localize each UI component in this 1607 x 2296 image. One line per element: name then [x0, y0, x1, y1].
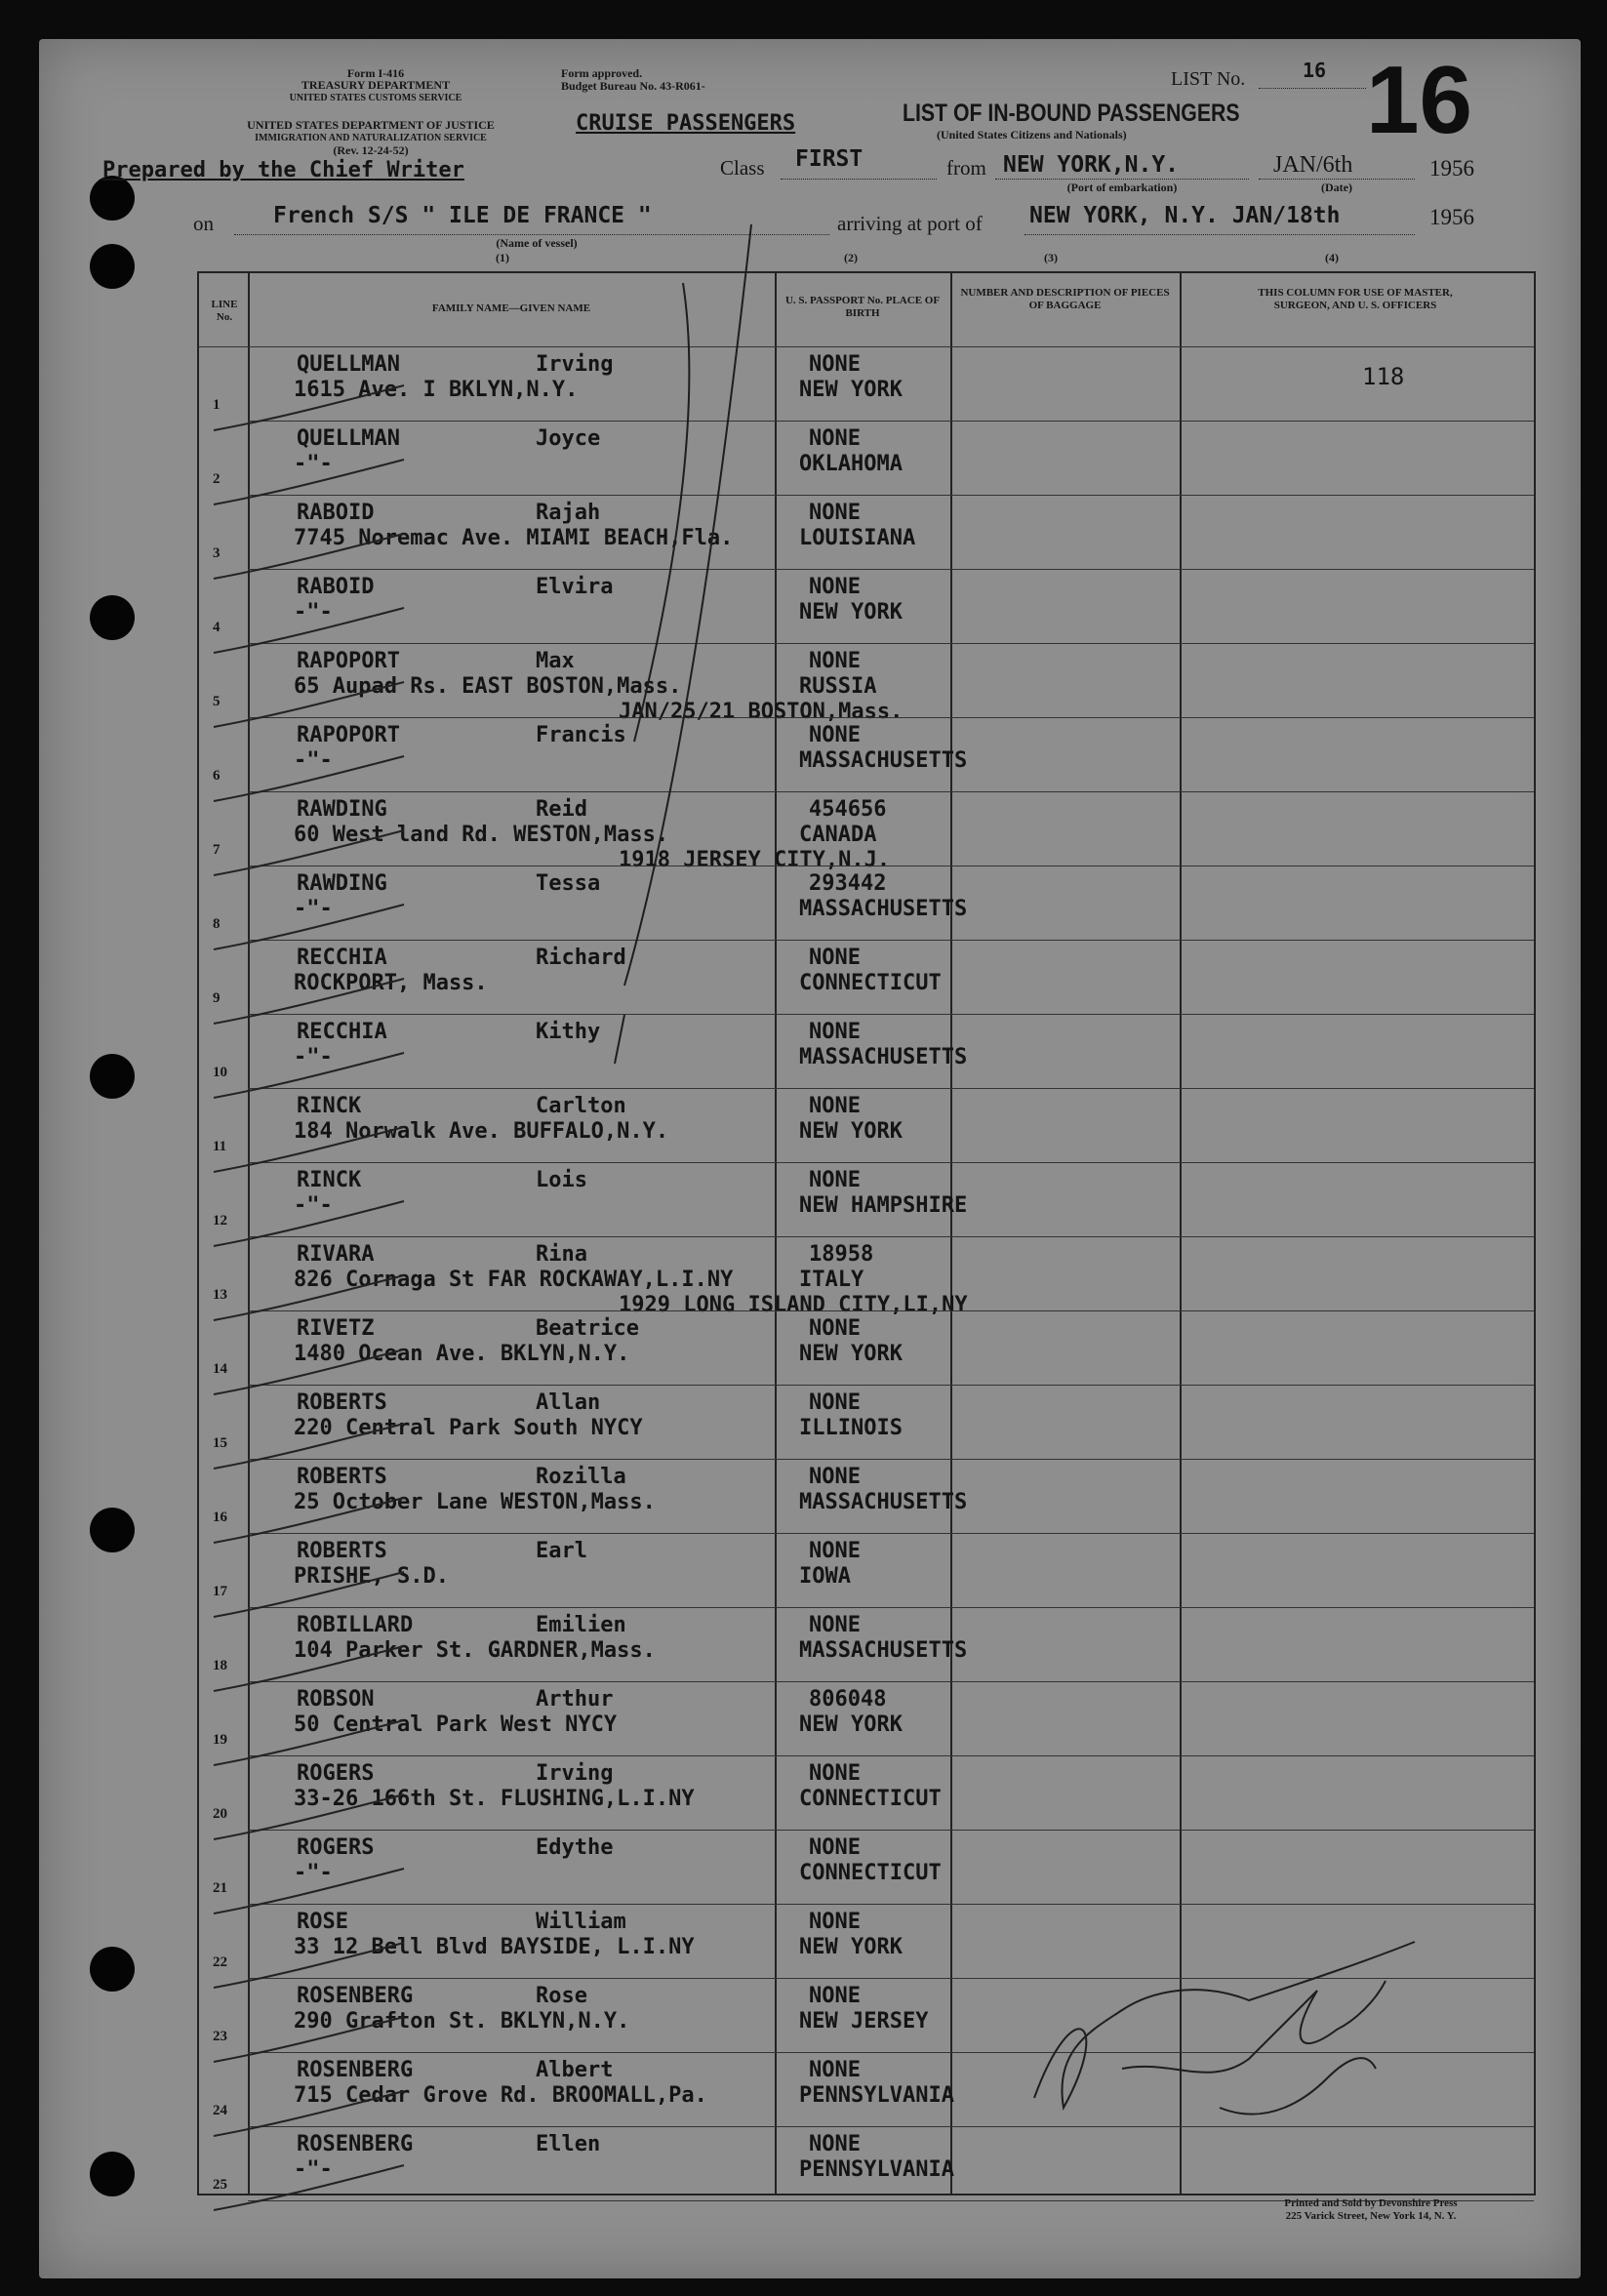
family-name: RINCK: [297, 1168, 362, 1192]
address: 184 Norwalk Ave. BUFFALO,N.Y.: [294, 1119, 669, 1144]
given-name: Max: [536, 649, 575, 673]
printer-address: 225 Varick Street, New York 14, N. Y.: [1285, 2210, 1457, 2222]
address: 33-26 166th St. FLUSHING,L.I.NY: [294, 1787, 695, 1811]
address: 65 Aupad Rs. EAST BOSTON,Mass.: [294, 674, 682, 699]
line-number: 2: [213, 471, 221, 487]
arrival-port: NEW YORK, N.Y. JAN/18th: [1029, 203, 1341, 228]
passport-number: NONE: [809, 1613, 861, 1637]
header-name: FAMILY NAME—GIVEN NAME: [431, 302, 591, 314]
justice-department: UNITED STATES DEPARTMENT OF JUSTICE: [247, 118, 495, 132]
family-name: ROSENBERG: [297, 2132, 414, 2156]
customs-service: UNITED STATES CUSTOMS SERVICE: [289, 93, 462, 103]
given-name: Irving: [536, 1761, 614, 1786]
passport-number: NONE: [809, 1094, 861, 1118]
family-name: RIVETZ: [297, 1316, 375, 1341]
line-number: 12: [213, 1213, 227, 1229]
family-name: ROGERS: [297, 1761, 375, 1786]
line-number: 19: [213, 1732, 227, 1748]
address: ROCKPORT, Mass.: [294, 971, 488, 995]
from-value: NEW YORK,N.Y.: [1003, 152, 1180, 178]
family-name: ROBILLARD: [297, 1613, 414, 1637]
place-of-birth: NEW JERSEY: [799, 2009, 929, 2034]
passport-number: 18958: [809, 1242, 874, 1267]
place-of-birth: MASSACHUSETTS: [799, 1045, 968, 1069]
passport-number: NONE: [809, 649, 861, 673]
place-of-birth: CANADA: [799, 823, 877, 847]
place-of-birth: NEW YORK: [799, 600, 903, 624]
col-num-2: (2): [844, 251, 858, 264]
given-name: Ellen: [536, 2132, 601, 2156]
given-name: Arthur: [536, 1687, 614, 1712]
line-number: 13: [213, 1287, 227, 1303]
place-of-birth: MASSACHUSETTS: [799, 1490, 968, 1514]
vessel-name: French S/S " ILE DE FRANCE ": [273, 203, 652, 228]
immigration-service: IMMIGRATION AND NATURALIZATION SERVICE: [255, 133, 487, 143]
line-number: 6: [213, 768, 221, 784]
line-number: 21: [213, 1880, 227, 1896]
line-number: 10: [213, 1065, 227, 1080]
given-name: Francis: [536, 723, 626, 747]
class-label: Class: [720, 156, 765, 180]
place-of-birth: MASSACHUSETTS: [799, 897, 968, 921]
additional-info: 1929 LONG ISLAND CITY,LI,NY: [619, 1293, 968, 1317]
address: 7745 Noremac Ave. MIAMI BEACH,Fla.: [294, 526, 734, 550]
budget-bureau: Budget Bureau No. 43-R061-: [561, 79, 705, 93]
place-of-birth: ITALY: [799, 1268, 864, 1292]
additional-info: JAN/25/21 BOSTON,Mass.: [619, 700, 904, 724]
revision-date: (Rev. 12-24-52): [333, 143, 409, 157]
place-of-birth: CONNECTICUT: [799, 1861, 942, 1885]
place-of-birth: ILLINOIS: [799, 1416, 903, 1440]
line-number: 4: [213, 620, 221, 635]
header-baggage: NUMBER AND DESCRIPTION OF PIECES OF BAGGAGE: [960, 287, 1170, 311]
passport-number: 454656: [809, 797, 887, 822]
given-name: Kithy: [536, 1020, 601, 1044]
family-name: ROBSON: [297, 1687, 375, 1712]
line-number: 25: [213, 2177, 227, 2193]
given-name: Edythe: [536, 1835, 614, 1860]
year-departure: 1956: [1429, 156, 1474, 181]
col-num-3: (3): [1044, 251, 1058, 264]
form-number: Form I-416: [346, 66, 405, 80]
year-arrival: 1956: [1429, 205, 1474, 229]
list-no-typed: 16: [1303, 59, 1327, 82]
given-name: Lois: [536, 1168, 587, 1192]
given-name: Rajah: [536, 501, 601, 525]
date-caption: (Date): [1321, 181, 1352, 194]
line-number: 9: [213, 990, 221, 1006]
passport-number: NONE: [809, 1316, 861, 1341]
given-name: Emilien: [536, 1613, 626, 1637]
address: 25 October Lane WESTON,Mass.: [294, 1490, 656, 1514]
place-of-birth: NEW YORK: [799, 1342, 903, 1366]
family-name: ROBERTS: [297, 1390, 387, 1415]
address: 220 Central Park South NYCY: [294, 1416, 643, 1440]
passport-number: NONE: [809, 1835, 861, 1860]
address: 60 West land Rd. WESTON,Mass.: [294, 823, 669, 847]
given-name: Irving: [536, 352, 614, 377]
col-num-4: (4): [1325, 251, 1339, 264]
family-name: RECCHIA: [297, 1020, 387, 1044]
place-of-birth: PENNSYLVANIA: [799, 2157, 954, 2182]
given-name: Richard: [536, 946, 626, 970]
col-num-1: (1): [496, 251, 509, 264]
given-name: Beatrice: [536, 1316, 639, 1341]
place-of-birth: MASSACHUSETTS: [799, 1638, 968, 1663]
family-name: RAPOPORT: [297, 723, 400, 747]
family-name: ROSENBERG: [297, 2058, 414, 2082]
given-name: Rozilla: [536, 1465, 626, 1489]
place-of-birth: IOWA: [799, 1564, 851, 1589]
form-approved: Form approved.: [561, 66, 643, 80]
port-embarkation-caption: (Port of embarkation): [1066, 181, 1178, 194]
given-name: Rose: [536, 1984, 587, 2008]
given-name: William: [536, 1910, 626, 1934]
form-title: LIST OF IN-BOUND PASSENGERS: [903, 100, 1240, 127]
passport-number: NONE: [809, 1761, 861, 1786]
line-number: 8: [213, 916, 221, 932]
place-of-birth: NEW YORK: [799, 1712, 903, 1737]
place-of-birth: LOUISIANA: [799, 526, 916, 550]
header-passport: U. S. PASSPORT No. PLACE OF BIRTH: [784, 295, 941, 319]
passport-number: NONE: [809, 1020, 861, 1044]
class-value: FIRST: [795, 146, 864, 172]
line-number: 16: [213, 1510, 227, 1525]
family-name: RIVARA: [297, 1242, 375, 1267]
family-name: RAWDING: [297, 871, 387, 896]
line-number: 23: [213, 2029, 227, 2044]
family-name: ROGERS: [297, 1835, 375, 1860]
given-name: Tessa: [536, 871, 601, 896]
line-number: 15: [213, 1435, 227, 1451]
passport-number: NONE: [809, 2132, 861, 2156]
place-of-birth: CONNECTICUT: [799, 1787, 942, 1811]
family-name: ROSENBERG: [297, 1984, 414, 2008]
address: 715 Cedar Grove Rd. BROOMALL,Pa.: [294, 2083, 707, 2108]
family-name: RAPOPORT: [297, 649, 400, 673]
passport-number: NONE: [809, 501, 861, 525]
given-name: Earl: [536, 1539, 587, 1563]
passport-number: NONE: [809, 1465, 861, 1489]
list-no-big: 16: [1366, 46, 1473, 153]
line-number: 3: [213, 545, 221, 561]
passport-number: NONE: [809, 1910, 861, 1934]
passport-number: NONE: [809, 575, 861, 599]
passport-number: NONE: [809, 1390, 861, 1415]
place-of-birth: NEW YORK: [799, 1935, 903, 1959]
address: 826 Cornaga St FAR ROCKAWAY,L.I.NY: [294, 1268, 734, 1292]
family-name: ROBERTS: [297, 1539, 387, 1563]
family-name: ROBERTS: [297, 1465, 387, 1489]
address: -"-: [294, 2157, 333, 2182]
address: -"-: [294, 600, 333, 624]
place-of-birth: NEW HAMPSHIRE: [799, 1193, 968, 1218]
line-number: 7: [213, 842, 221, 858]
line-number: 17: [213, 1584, 227, 1599]
passport-number: NONE: [809, 1984, 861, 2008]
given-name: Albert: [536, 2058, 614, 2082]
address: -"-: [294, 1045, 333, 1069]
family-name: RABOID: [297, 501, 375, 525]
line-number: 20: [213, 1806, 227, 1822]
family-name: RABOID: [297, 575, 375, 599]
vessel-caption: (Name of vessel): [496, 236, 578, 250]
given-name: Rina: [536, 1242, 587, 1267]
address: -"-: [294, 1861, 333, 1885]
line-number: 1: [213, 397, 221, 413]
place-of-birth: NEW YORK: [799, 1119, 903, 1144]
place-of-birth: PENNSYLVANIA: [799, 2083, 954, 2108]
given-name: Allan: [536, 1390, 601, 1415]
header-line-no: LINE No.: [211, 299, 238, 323]
address: 104 Parker St. GARDNER,Mass.: [294, 1638, 656, 1663]
address: PRISHE, S.D.: [294, 1564, 449, 1589]
address: 50 Central Park West NYCY: [294, 1712, 618, 1737]
place-of-birth: RUSSIA: [799, 674, 877, 699]
place-of-birth: NEW YORK: [799, 378, 903, 402]
arriving-label: arriving at port of: [837, 212, 983, 235]
place-of-birth: MASSACHUSETTS: [799, 748, 968, 773]
line-number: 24: [213, 2103, 227, 2118]
passport-number: NONE: [809, 352, 861, 377]
printer-credit: Printed and Sold by Devonshire Press: [1284, 2197, 1458, 2209]
form-subtitle: (United States Citizens and Nationals): [937, 128, 1127, 141]
passport-number: NONE: [809, 2058, 861, 2082]
place-of-birth: CONNECTICUT: [799, 971, 942, 995]
line-number: 14: [213, 1361, 227, 1377]
treasury-department: TREASURY DEPARTMENT: [301, 78, 451, 92]
family-name: QUELLMAN: [297, 426, 400, 451]
line-number: 11: [213, 1139, 227, 1154]
line-number: 18: [213, 1658, 227, 1673]
passport-number: NONE: [809, 946, 861, 970]
passport-number: NONE: [809, 1539, 861, 1563]
address: -"-: [294, 897, 333, 921]
line-number: 5: [213, 694, 221, 709]
additional-info: 1918 JERSEY CITY,N.J.: [619, 848, 891, 872]
officer-note: 118: [1362, 363, 1405, 390]
given-name: Elvira: [536, 575, 614, 599]
given-name: Joyce: [536, 426, 601, 451]
line-number: 22: [213, 1954, 227, 1970]
passport-number: 293442: [809, 871, 887, 896]
address: 33 12 Bell Blvd BAYSIDE, L.I.NY: [294, 1935, 695, 1959]
date-value: JAN/6th: [1273, 152, 1353, 178]
address: -"-: [294, 452, 333, 476]
passport-number: 806048: [809, 1687, 887, 1712]
family-name: RECCHIA: [297, 946, 387, 970]
list-no-label: LIST No.: [1171, 68, 1246, 90]
passport-number: NONE: [809, 723, 861, 747]
address: -"-: [294, 1193, 333, 1218]
address: 290 Grafton St. BKLYN,N.Y.: [294, 2009, 630, 2034]
address: -"-: [294, 748, 333, 773]
from-label: from: [946, 156, 986, 180]
family-name: ROSE: [297, 1910, 348, 1934]
passport-number: NONE: [809, 426, 861, 451]
cruise-passengers: CRUISE PASSENGERS: [576, 111, 796, 136]
prepared-by: Prepared by the Chief Writer: [102, 158, 464, 182]
place-of-birth: OKLAHOMA: [799, 452, 903, 476]
given-name: Carlton: [536, 1094, 626, 1118]
address: 1615 Ave. I BKLYN,N.Y.: [294, 378, 579, 402]
family-name: RINCK: [297, 1094, 362, 1118]
passport-number: NONE: [809, 1168, 861, 1192]
on-label: on: [193, 212, 214, 235]
family-name: RAWDING: [297, 797, 387, 822]
family-name: QUELLMAN: [297, 352, 400, 377]
header-officers: THIS COLUMN FOR USE OF MASTER, SURGEON, AND U. S. OFFICERS: [1258, 287, 1453, 311]
given-name: Reid: [536, 797, 587, 822]
address: 1480 Ocean Ave. BKLYN,N.Y.: [294, 1342, 630, 1366]
